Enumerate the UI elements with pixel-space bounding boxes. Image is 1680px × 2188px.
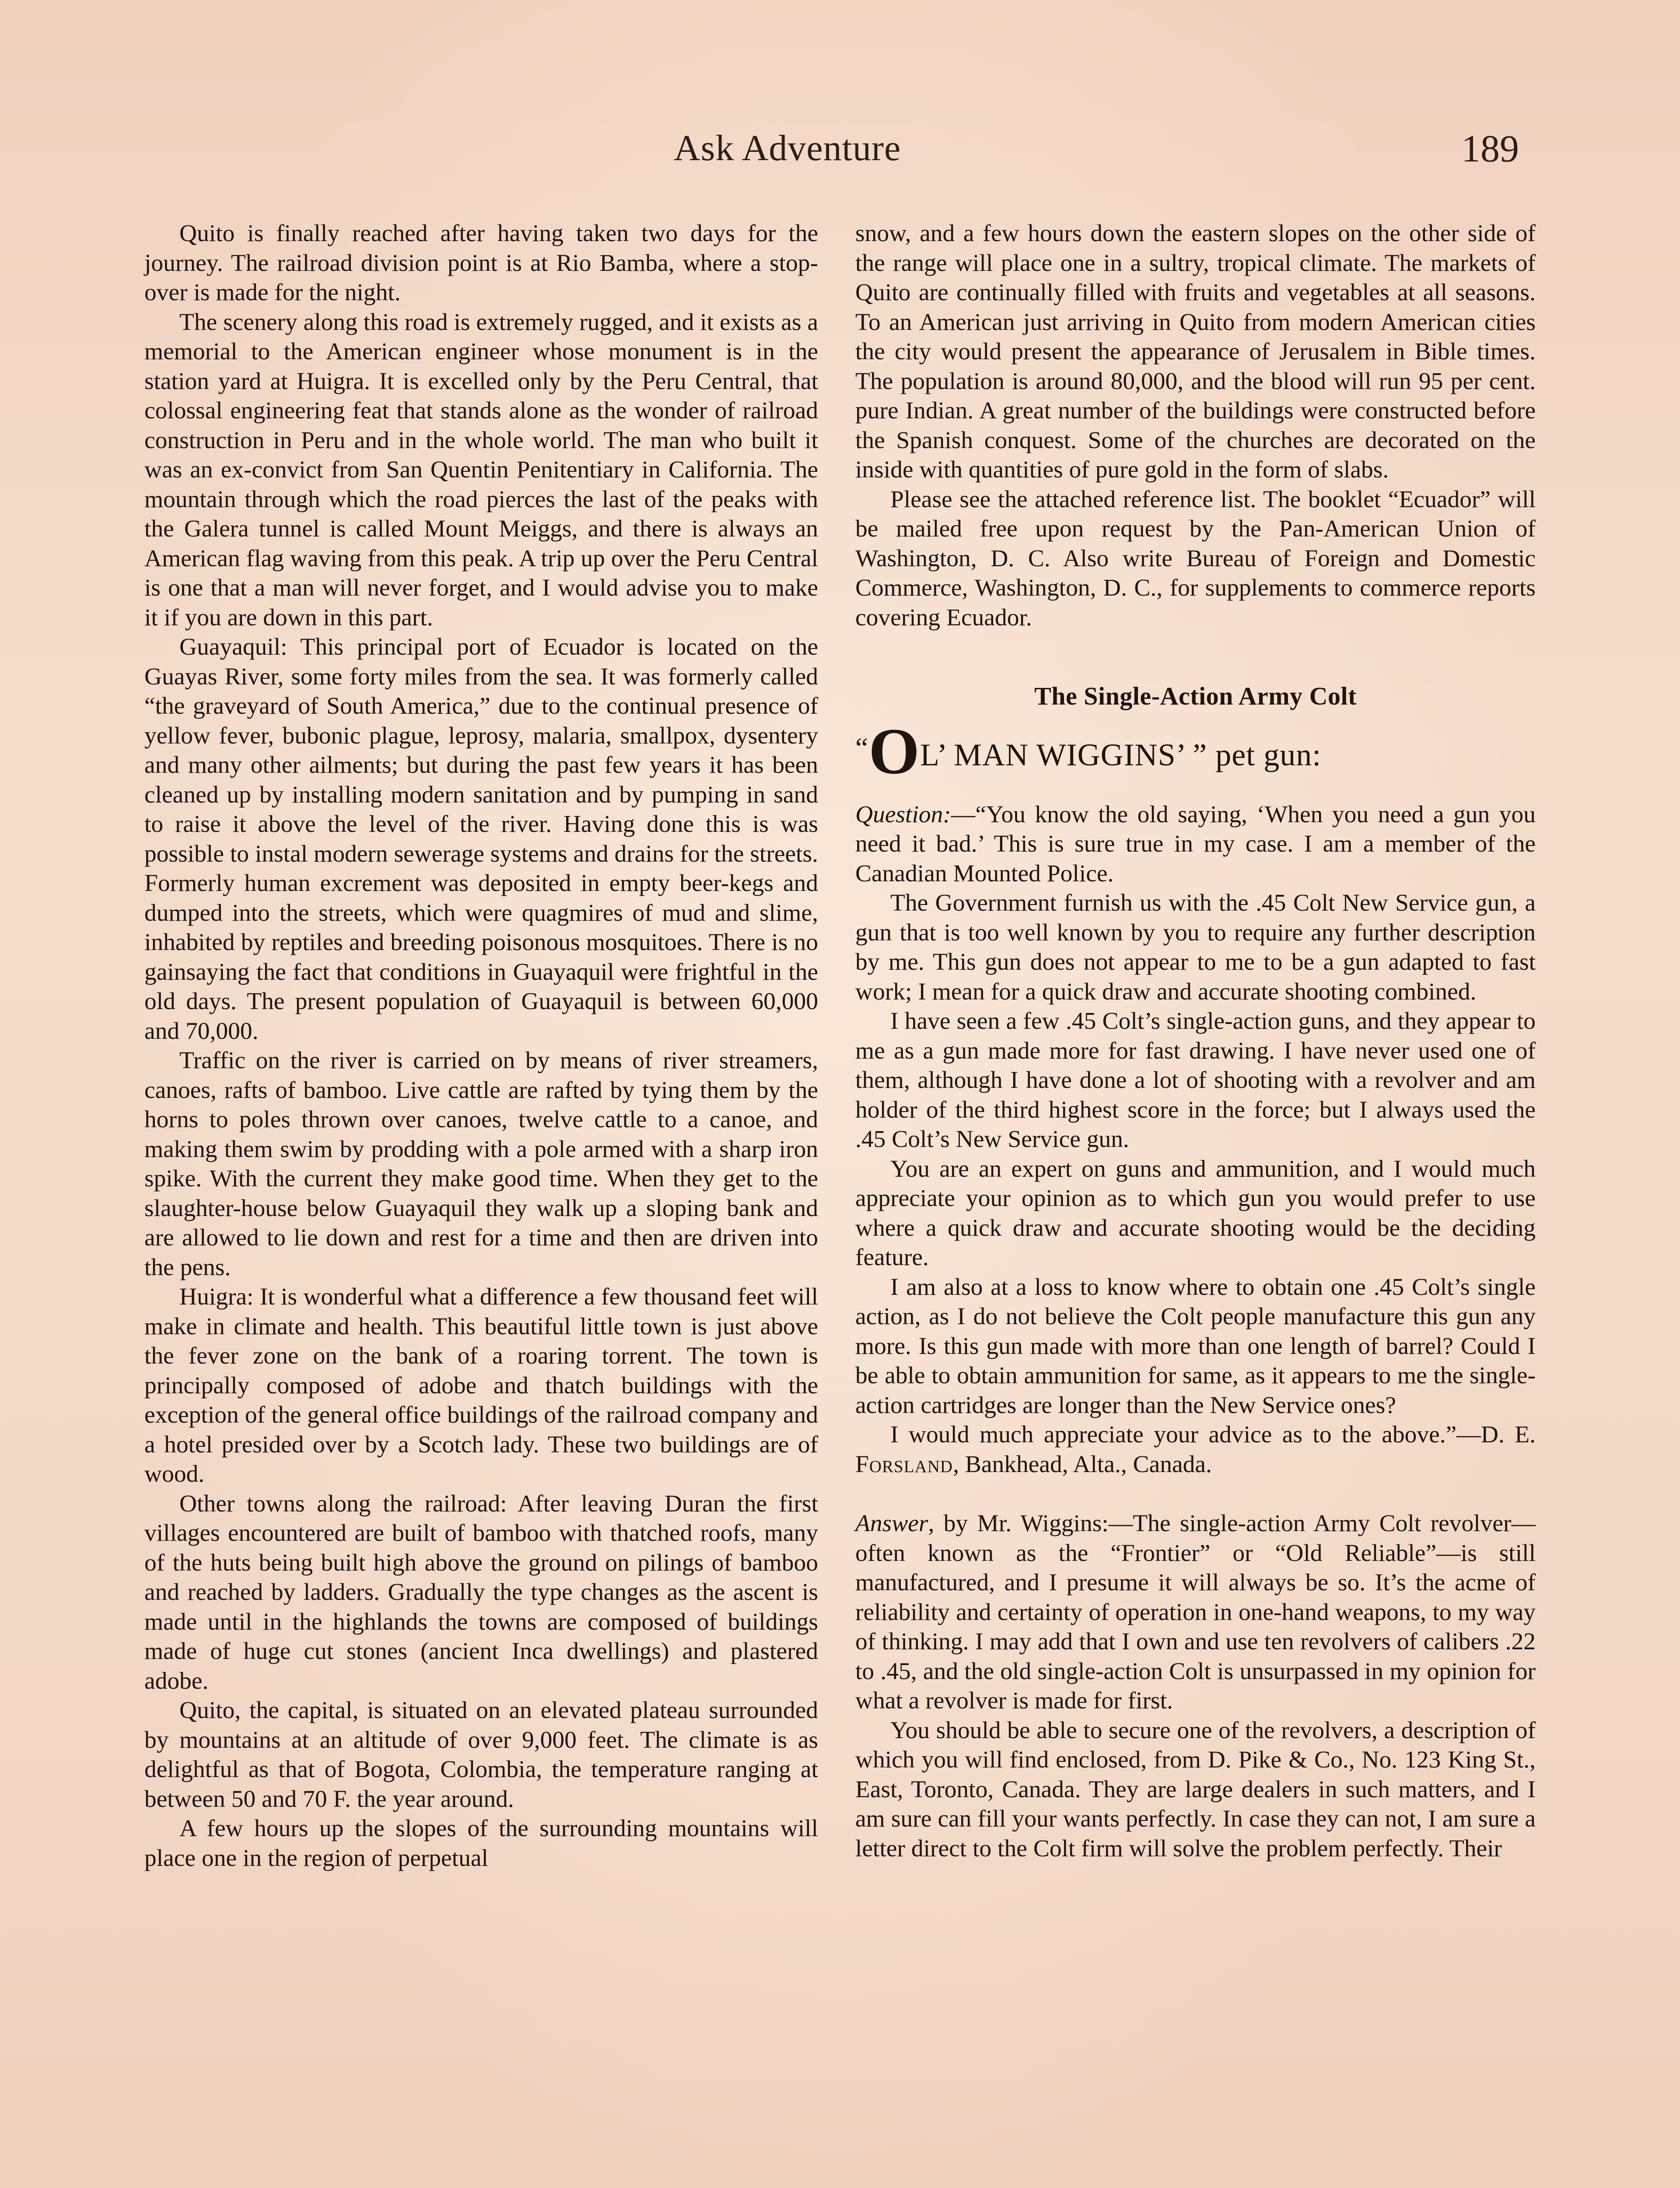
lede-text: L’ MAN WIGGINS’ ” pet gun:: [920, 737, 1322, 772]
answer-text: , by Mr. Wiggins:—The single-action Army Colt revolver—often known as the “Frontier” or “Old Reliable”—is still manufactured, and I presume it will always be so. It’s the acme of reliability and certainty of operation in one-hand weapons, to my way of thinking. I may add that I own and use ten revolvers of calibers .22 to .45, and the old single-action Colt is unsurpassed in my opinion for what a revolver is made for first.: [855, 1510, 1536, 1714]
answer-paragraph: [855, 1509, 1536, 1716]
paragraph: The scenery along this road is extremely rugged, and it exists as a memorial to the American engineer whose monument is in the station yard at Huigra. It is excelled only by the Peru Central, that colossal engineering feat that stands alone as the wonder of railroad construction in Peru and in the whole world. The man who built it was an ex-convict from San Quentin Penitentiary in California. The mountain through which the road pierces the last of the peaks with the Galera tunnel is called Mount Meiggs, and there is always an American flag waving from this peak. A trip up over the Peru Central is one that a man will never forget, and I would advise you to make it if you are down in this part.: [144, 309, 818, 631]
signature-paragraph: [855, 1420, 1536, 1479]
left-column: [144, 219, 818, 1873]
drop-cap: O: [868, 715, 920, 788]
signature-name: Forsland: [855, 1451, 953, 1478]
page-number: 189: [1461, 128, 1519, 170]
paragraph: Quito, the capital, is situated on an elevated plateau surrounded by mountains at an altitude of over 9,000 feet. The climate is as delightful as that of Bogota, Colombia, the temperature ranging at between 50 and 70 F. the year around.: [144, 1697, 818, 1813]
paragraph: You should be able to secure one of the revolvers, a description of which you will find enclosed, from D. Pike & Co., No. 123 King St., East, Toronto, Canada. They are large dealers in such matters, and I am sure can fill your wants perfectly. In case they can not, I am sure a letter direct to the Colt firm will solve the problem perfectly. Their: [855, 1717, 1536, 1862]
reference-paragraph: Please see the attached reference list. The booklet “Ecuador” will be mailed free upon request by the Pan-American Union of Washington, D. C. Also write Bureau of Foreign and Domestic Commerce, Washington, D. C., for supplements to commerce reports covering Ecuador.: [855, 486, 1536, 631]
article-lede: [855, 715, 1536, 788]
paragraph: A few hours up the slopes of the surrounding mountains will place one in the region of perpetual: [144, 1815, 818, 1872]
question-text: —“You know the old saying, ‘When you need a gun you need it bad.’ This is sure true in my case. I am a member of the Canadian Mounted Police.: [855, 801, 1536, 887]
paragraph: Other towns along the railroad: After leaving Duran the first villages encountered are built of bamboo with thatched roofs, many of the huts being built high above the ground on pilings of bamboo and reached by ladders. Gradually the type changes as the ascent is made until in the highlands the towns are composed of buildings made of huge cut stones (ancient Inca dwellings) and plastered adobe.: [144, 1490, 818, 1694]
running-head: Ask Adventure: [674, 128, 901, 168]
paragraph: I am also at a loss to know where to obtain one .45 Colt’s single action, as I do not believe the Colt people manufacture this gun any more. Is this gun made with more than one length of barrel? Could I be able to obtain ammunition for same, as it appears to me the single-action cartridges are longer than the New Service ones?: [855, 1273, 1536, 1419]
question-paragraph: [855, 800, 1536, 889]
right-column: [855, 219, 1536, 1863]
paragraph: I have seen a few .45 Colt’s single-action guns, and they appear to me as a gun made more for fast drawing. I have never used one of them, although I have done a lot of shooting with a revolver and am holder of the third highest score in the force; but I always used the .45 Colt’s New Service gun.: [855, 1008, 1536, 1153]
open-quote: “: [855, 732, 869, 764]
answer-label: Answer: [855, 1510, 928, 1537]
closing-text: I would much appreciate your advice as to the above.”—D. E.: [890, 1421, 1536, 1448]
paragraph: Quito is finally reached after having taken two days for the journey. The railroad division point is at Rio Bamba, where a stop-over is made for the night.: [144, 220, 818, 306]
paragraph: Traffic on the river is carried on by means of river streamers, canoes, rafts of bamboo. Live cattle are rafted by tying them by the horns to poles thrown over canoes, twelve cattle to a canoe, and making them swim by prodding with a pole armed with a sharp iron spike. With the current they make good time. When they get to the slaughter-house below Guayaquil they walk up a sloping bank and are allowed to lie down and rest for a time and then are driven into the pens.: [144, 1047, 818, 1281]
signature-place: , Bankhead, Alta., Canada.: [953, 1451, 1212, 1478]
question-label: Question:: [855, 801, 951, 828]
paragraph: Guayaquil: This principal port of Ecuador is located on the Guayas River, some forty miles from the sea. It was formerly called “the graveyard of South America,” due to the continual presence of yellow fever, bubonic plague, leprosy, malaria, smallpox, dysentery and many other ailments; but during the past few years it has been cleaned up by installing modern sanitation and by pumping in sand to raise it above the level of the river. Having done this is was possible to instal modern sewerage systems and drains for the streets. Formerly human excrement was deposited in empty beer-kegs and dumped into the streets, which were quagmires of mud and slime, inhabited by reptiles and breeding poisonous mosquitoes. There is no gainsaying the fact that conditions in Guayaquil were frightful in the old days. The present population of Guayaquil is between 60,000 and 70,000.: [144, 634, 818, 1045]
paragraph: Huigra: It is wonderful what a difference a few thousand feet will make in climate and health. This beautiful little town is just above the fever zone on the bank of a roaring torrent. The town is principally composed of adobe and thatch buildings with the exception of the general office buildings of the railroad company and a hotel presided over by a Scotch lady. These two buildings are of wood.: [144, 1283, 818, 1487]
paragraph: You are an expert on guns and ammunition, and I would much appreciate your opinion as to which gun you would prefer to use where a quick draw and accurate shooting would be the deciding feature.: [855, 1155, 1536, 1271]
paragraph: The Government furnish us with the .45 Colt New Service gun, a gun that is too well known by you to require any further description by me. This gun does not appear to me to be a gun adapted to fast work; I mean for a quick draw and accurate shooting combined.: [855, 890, 1536, 1005]
continued-paragraph: snow, and a few hours down the eastern slopes on the other side of the range will place one in a sultry, tropical climate. The markets of Quito are continually filled with fruits and vegetables at all seasons. To an American just arriving in Quito from modern American cities the city would present the appearance of Jerusalem in Bible times. The population is around 80,000, and the blood will run 95 per cent. pure Indian. A great number of the buildings were constructed before the Spanish conquest. Some of the churches are decorated on the inside with quantities of pure gold in the form of slabs.: [855, 220, 1536, 483]
section-heading: The Single-Action Army Colt: [1034, 682, 1357, 710]
